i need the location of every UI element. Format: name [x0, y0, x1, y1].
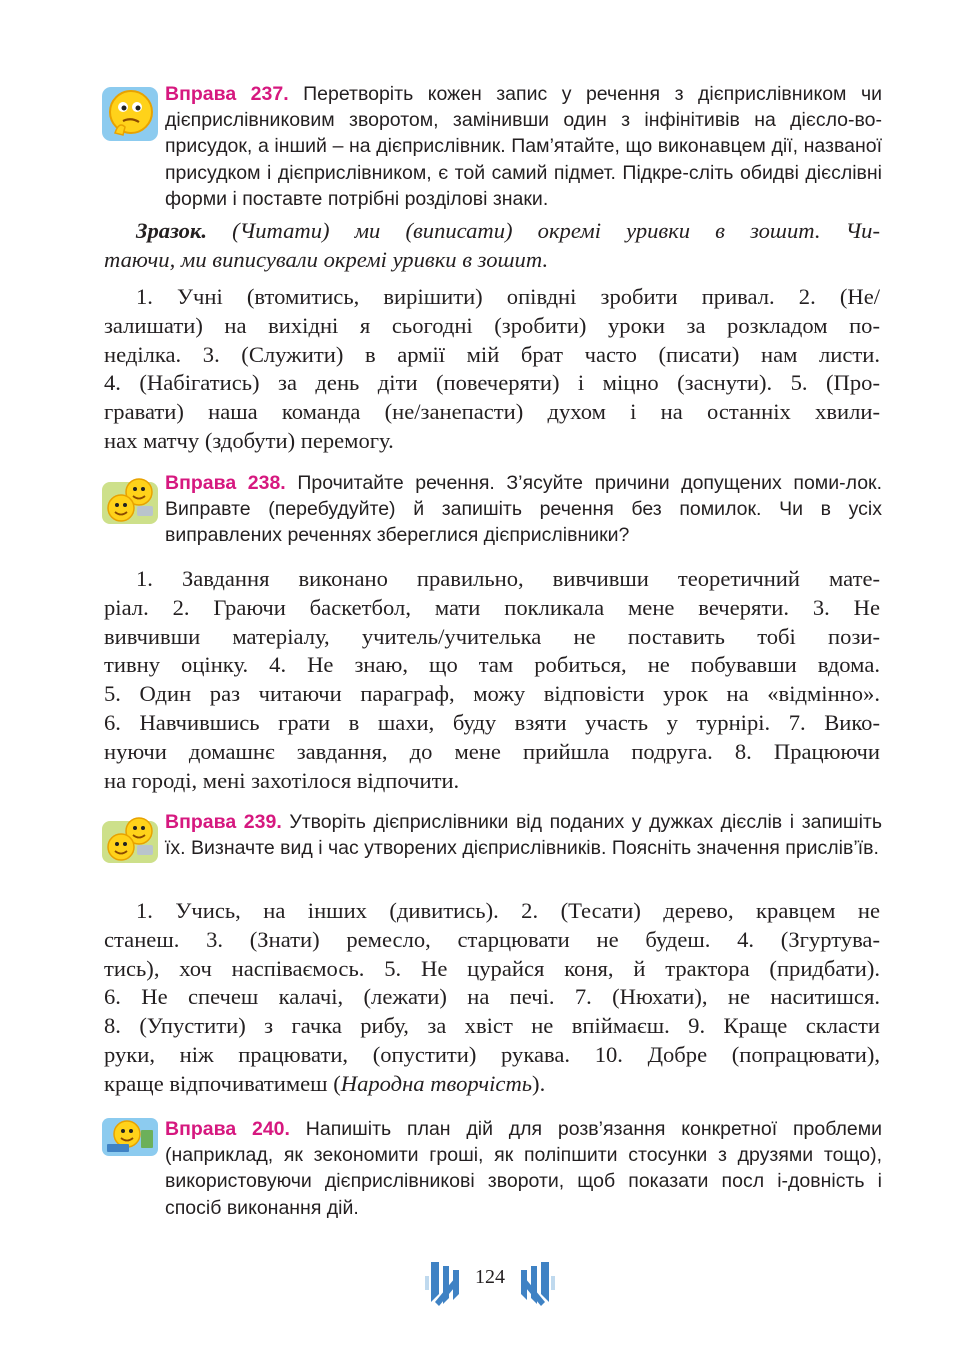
thinking-smiley-icon — [101, 85, 161, 143]
exercise-238-label: Вправа 238. — [165, 472, 286, 494]
exercise-239-label: Вправа 239. — [165, 811, 282, 833]
exercise-238-instruction: Вправа 238. Прочитайте речення. З’ясуйте причини допущених поми-лок. Виправте (перебудуйте) й запишіть речення без помилок. Чи в усіх виправлених реченнях збереглися дієприслівники? — [165, 472, 882, 547]
smiley-with-books-icon — [101, 1116, 161, 1174]
exercise-238 — [101, 470, 882, 549]
exercise-237-example: Зразок. (Читати) ми (виписати) окремі уривки в зошит. Чи- таючи, ми виписували окремі уривки в зошит. — [104, 218, 880, 272]
smiley-pair-icon — [101, 474, 161, 532]
exercise-237-label: Вправа 237. — [165, 83, 289, 105]
exercise-240-instruction: Вправа 240. Напишіть план дій для розв’язання конкретної проблеми (наприклад, як зекономити гроші, як поліпшити стосунки з друзями тощо), використовуючи дієприслівникові звороти, щоб показати посл і-довність і спосіб виконання дій. — [165, 1118, 883, 1219]
exercise-237-sentences: 1. Учні (втомитись, вирішити) опівдні зробити привал. 2. (Не/ залишати) на вихідні я сьогодні (зробити) уроки за розкладом по- неділка. 3. (Служити) в армії мій брат часто (писати) нам листи. 4. (Набігатись) за день діти (повечеряти) і міцно (заснути). 5. (Про- гравати) наша команда (не/занепасти) духом і на останніх хвили- нах матчу (здобути) перемогу. — [104, 284, 880, 453]
example-label: Зразок. — [136, 218, 208, 243]
exercise-240-label: Вправа 240. — [165, 1118, 290, 1140]
exercise-238-sentences: 1. Завдання виконано правильно, вивчивши теоретичний мате- ріал. 2. Граючи баскетбол, мати покликала мене вечеряти. 3. Не вивчивши матеріалу, учитель/учителька не поставить тобі пози- тивну оцінку. 4. Не знаю, що там робиться, не побувавши вдома. 5. Один раз читаючи параграф, можу відповісти урок на «відмінно». 6. Навчившись грати в шахи, буду взяти участь у турнірі. 7. Вико- нуючи домашнє завдання, до мене прийшла подруга. 8. Працюючи на городі, мені захотілося відпочити. — [104, 566, 880, 793]
exercise-237-instruction: Вправа 237. Перетворіть кожен запис у речення з дієприслівником чи дієприслівниковим зворотом, замінивши один з інфінітивів на дієсло-во-присудок, а інший – на дієприслівник. Пам’ятайте, що виконавцем дії, названої присудком і дієприслівником, є той самий підмет. Підкре-сліть обидві дієслівні форми і поставте потрібні розділові знаки. — [165, 83, 882, 210]
exercise-239-sentences: 1. Учись, на інших (дивитись). 2. (Тесати) дерево, кравцем не станеш. 3. (Знати) ремесло, старцювати не будеш. 4. (Згуртува- тись), хоч наспіваємось. 5. Не цурайся коня, й трактора (придбати). 6. Не спечеш калачі, (лежати) на печі. 7. (Нюхати), не наситишся. 8. (Упустити) з гачка рибу, за хвіст не впіймаєш. 9. Краще скласти руки, ніж працювати, (опустити) рукава. 10. Добре (попрацювати), краще відпочиватимеш (Народна творчість). — [104, 898, 880, 1096]
smiley-pair-icon — [101, 813, 161, 871]
exercise-237 — [101, 81, 882, 212]
exercise-239 — [101, 809, 882, 861]
exercise-240 — [101, 1116, 882, 1221]
source-attribution: Народна творчість — [340, 1070, 533, 1096]
page-number: 124 — [475, 1266, 505, 1288]
exercise-239-instruction: Вправа 239. Утворіть дієприслівники від поданих у дужках дієслів і запишіть їх. Визначте вид і час утворених дієприслівників. Поясніть значення прислів’їв. — [165, 811, 882, 860]
